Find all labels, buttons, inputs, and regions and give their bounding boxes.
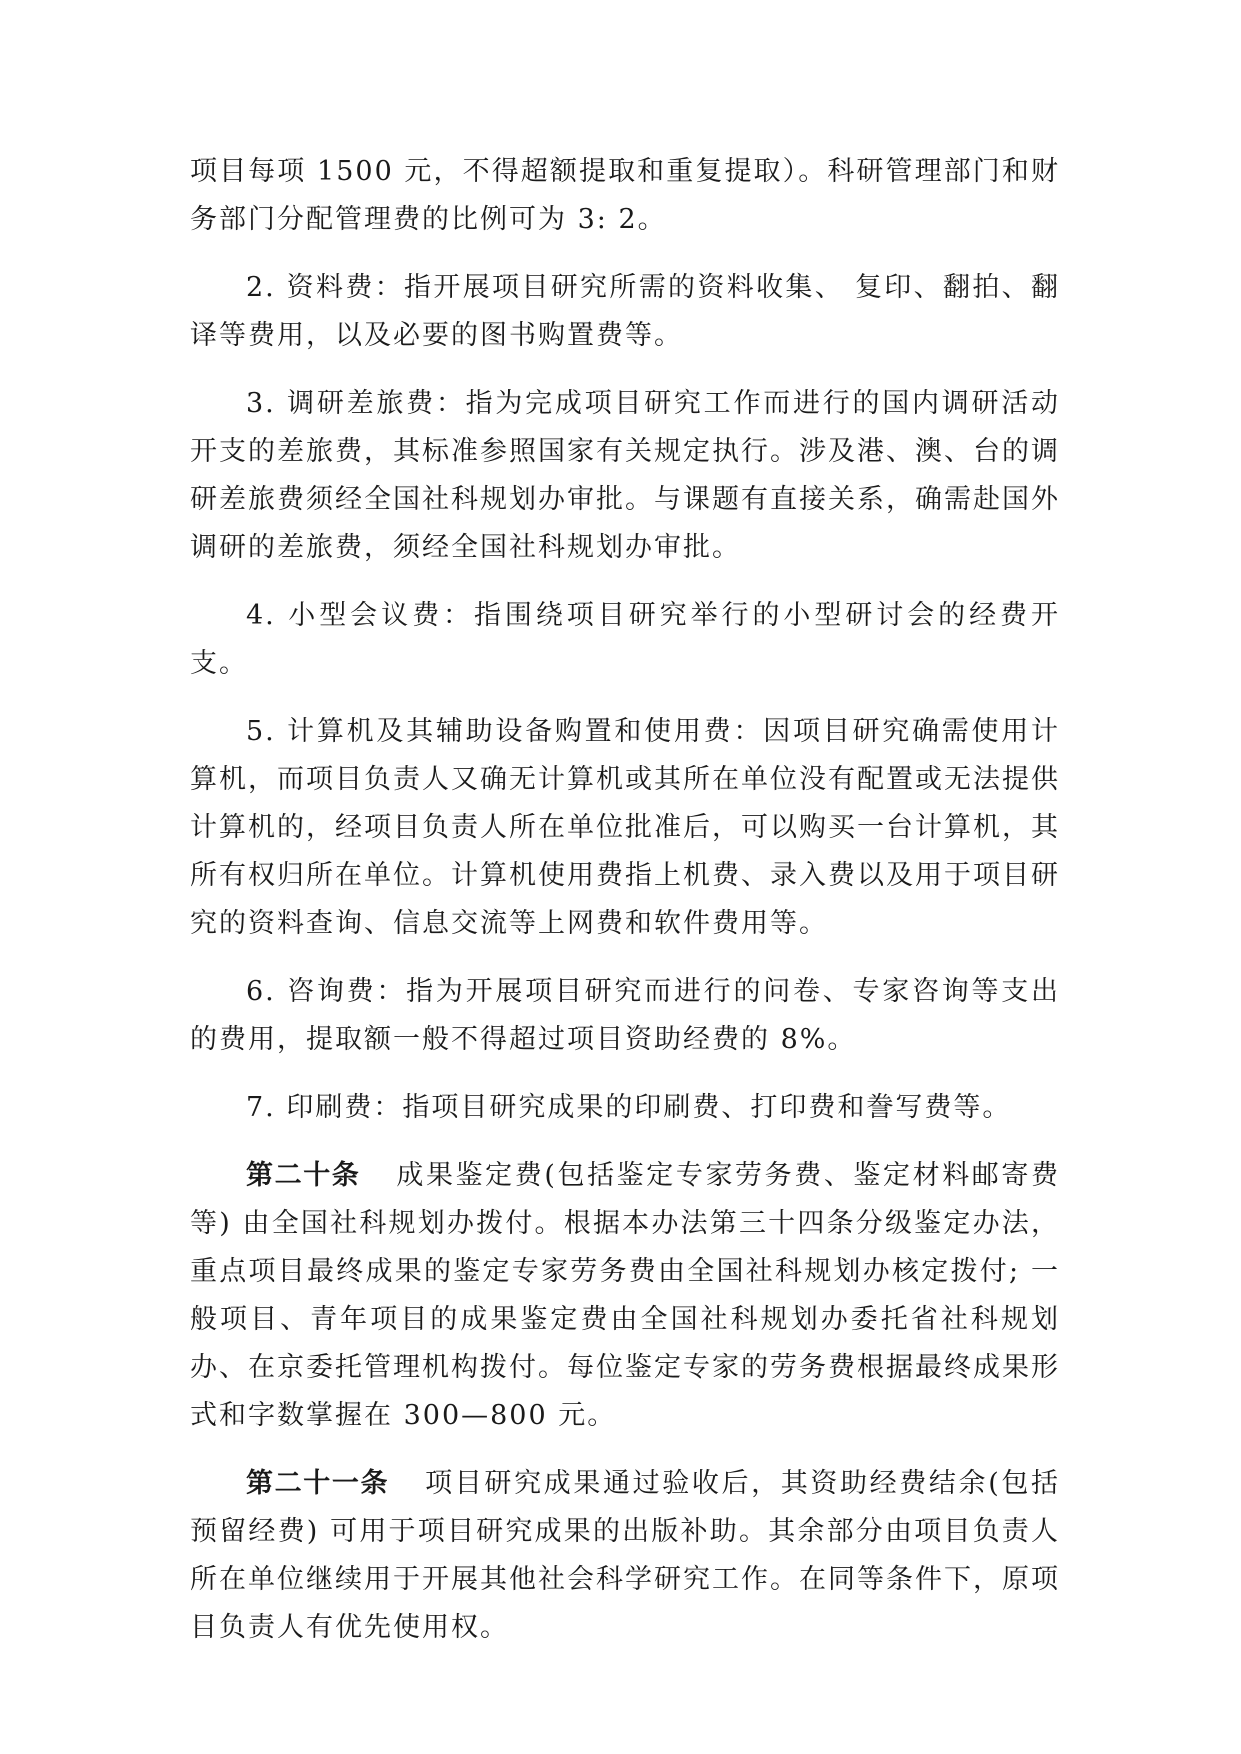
article-text: 项目研究成果通过验收后，其资助经费结余(包括预留经费) 可用于项目研究成果的出版补助。其余部分由项目负责人所在单位继续用于开展其他社会科学研究工作。在同等条件下，原项目负责人有优先使用权。 (190, 1468, 1060, 1643)
paragraph-management-fee-continued: 项目每项 1500 元，不得超额提取和重复提取）。科研管理部门和财务部门分配管理费的比例可为 3: 2。 (190, 156, 1060, 235)
article-text: 成果鉴定费(包括鉴定专家劳务费、鉴定材料邮寄费等) 由全国社科规划办拨付。根据本办法第三十四条分级鉴定办法，重点项目最终成果的鉴定专家劳务费由全国社科规划办核定拨付; 一般项目、青年项目的成果鉴定费由全国社科规划办委托省社科规划办、在京委托管理机构拨付。每位鉴定专家的劳务费根据最终成果形式和字数掌握在 300—800 元。 (190, 1160, 1060, 1431)
paragraph-computer-fee: 5. 计算机及其辅助设备购置和使用费：因项目研究确需使用计算机，而项目负责人又确无计算机或其所在单位没有配置或无法提供计算机的，经项目负责人所在单位批准后，可以购买一台计算机，其所有权归所在单位。计算机使用费指上机费、录入费以及用于项目研究的资料查询、信息交流等上网费和软件费用等。 (190, 716, 1060, 939)
document-page (190, 148, 1060, 1672)
article-number: 第二十条 (246, 1160, 361, 1191)
article-20 (190, 1152, 1060, 1440)
paragraph-consulting-fee: 6. 咨询费：指为开展项目研究而进行的问卷、专家咨询等支出的费用，提取额一般不得超过项目资助经费的 8%。 (190, 976, 1060, 1055)
paragraph-travel-fee: 3. 调研差旅费：指为完成项目研究工作而进行的国内调研活动开支的差旅费，其标准参照国家有关规定执行。涉及港、澳、台的调研差旅费须经全国社科规划办审批。与课题有直接关系，确需赴国外调研的差旅费，须经全国社科规划办审批。 (190, 388, 1060, 563)
paragraph-materials-fee: 2. 资料费：指开展项目研究所需的资料收集、 复印、翻拍、翻译等费用，以及必要的图书购置费等。 (190, 272, 1060, 351)
paragraph-meeting-fee: 4. 小型会议费：指围绕项目研究举行的小型研讨会的经费开支。 (190, 600, 1060, 679)
article-number: 第二十一条 (246, 1468, 390, 1499)
article-21 (190, 1460, 1060, 1652)
paragraph-printing-fee: 7. 印刷费：指项目研究成果的印刷费、打印费和誊写费等。 (246, 1092, 1012, 1123)
